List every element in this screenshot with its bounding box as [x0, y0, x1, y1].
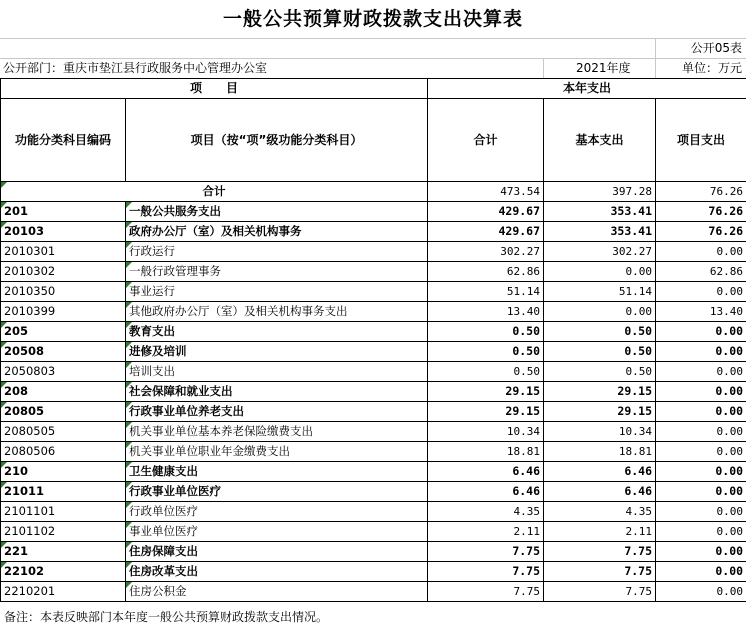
cell-marker: [1, 342, 7, 348]
name-cell-text: 住房保障支出: [129, 544, 198, 558]
basic-cell: [544, 322, 656, 342]
name-cell: [126, 202, 428, 222]
cell-marker: [126, 282, 132, 288]
total-cell-text: 10.34: [506, 425, 541, 438]
name-cell: [126, 282, 428, 302]
project-cell: [656, 202, 746, 222]
project-cell: [656, 482, 746, 502]
total-cell: [428, 562, 544, 582]
basic-cell-text: 353.41: [610, 224, 653, 238]
code-cell: [1, 362, 126, 382]
code-cell-text: 2080505: [4, 424, 56, 438]
project-cell-text: 0.00: [715, 484, 744, 498]
total-amount: 473.54: [428, 182, 544, 202]
cell-marker: [126, 402, 132, 408]
code-cell: [1, 382, 126, 402]
basic-cell: [544, 342, 656, 362]
basic-cell: [544, 422, 656, 442]
total-cell-text: 13.40: [506, 305, 541, 318]
cell-marker: [126, 502, 132, 508]
total-cell-text: 4.35: [513, 505, 541, 518]
basic-cell-text: 7.75: [625, 585, 653, 598]
basic-cell-text: 4.35: [625, 505, 653, 518]
cell-marker: [1, 482, 7, 488]
total-cell: [428, 542, 544, 562]
basic-cell-text: 29.15: [617, 404, 653, 418]
table-row: [1, 362, 746, 382]
name-cell: [126, 322, 428, 342]
total-label: [1, 182, 428, 202]
total-cell-text: 29.15: [505, 384, 541, 398]
header-total: 合计: [428, 99, 544, 182]
table-row: [1, 462, 746, 482]
project-cell: [656, 382, 746, 402]
code-cell: [1, 562, 126, 582]
name-cell-text: 一般公共服务支出: [129, 204, 221, 218]
table-row: [1, 542, 746, 562]
total-cell: [428, 502, 544, 522]
cell-marker: [1, 222, 7, 228]
total-cell-text: 429.67: [498, 204, 541, 218]
name-cell: [126, 462, 428, 482]
project-cell: [656, 282, 746, 302]
total-cell-text: 62.86: [506, 265, 541, 278]
cell-marker: [126, 522, 132, 528]
cell-marker: [126, 562, 132, 568]
basic-cell-text: 7.75: [624, 544, 653, 558]
sheet-gridline: [543, 58, 544, 78]
total-cell-text: 429.67: [498, 224, 541, 238]
header-project: 项目支出: [656, 99, 746, 182]
name-cell-text: 事业单位医疗: [129, 524, 198, 538]
basic-cell-text: 29.15: [617, 384, 653, 398]
total-cell: [428, 442, 544, 462]
code-cell-text: 2080506: [4, 444, 56, 458]
cell-marker: [126, 542, 132, 548]
name-cell-text: 行政单位医疗: [129, 504, 198, 518]
name-cell-text: 进修及培训: [129, 344, 187, 358]
page-title: 一般公共预算财政拨款支出决算表: [222, 8, 523, 30]
basic-cell-text: 302.27: [612, 245, 653, 258]
basic-cell-text: 0.00: [625, 265, 653, 278]
code-cell-text: 20103: [4, 224, 45, 238]
code-cell-text: 22102: [4, 564, 45, 578]
table-row: [1, 222, 746, 242]
project-cell-text: 0.00: [715, 544, 744, 558]
name-cell: [126, 522, 428, 542]
project-cell-text: 0.00: [716, 285, 744, 298]
basic-cell-text: 0.50: [624, 344, 653, 358]
total-project: 76.26: [656, 182, 746, 202]
table-row: [1, 202, 746, 222]
name-cell: [126, 302, 428, 322]
total-cell: [428, 202, 544, 222]
table-row: [1, 262, 746, 282]
total-cell-text: 7.75: [512, 564, 541, 578]
cell-marker: [1, 542, 7, 548]
code-cell: [1, 422, 126, 442]
total-cell-text: 6.46: [512, 484, 541, 498]
total-cell: [428, 582, 544, 602]
total-cell: [428, 422, 544, 442]
department-label: 公开部门：重庆市垫江县行政服务中心管理办公室: [3, 61, 268, 75]
total-cell: [428, 302, 544, 322]
basic-cell-text: 7.75: [624, 564, 653, 578]
total-cell-text: 0.50: [512, 344, 541, 358]
code-cell-text: 221: [4, 544, 29, 558]
name-cell-text: 社会保障和就业支出: [129, 384, 233, 398]
code-cell: [1, 342, 126, 362]
basic-cell: [544, 282, 656, 302]
cell-marker: [126, 342, 132, 348]
name-cell: [126, 242, 428, 262]
project-cell-text: 0.00: [715, 564, 744, 578]
table-row: [1, 502, 746, 522]
basic-cell: [544, 202, 656, 222]
name-cell-text: 行政事业单位医疗: [129, 484, 221, 498]
project-cell-text: 0.00: [715, 404, 744, 418]
name-cell-text: 其他政府办公厅（室）及相关机构事务支出: [129, 304, 348, 318]
cell-marker: [1, 382, 7, 388]
basic-cell: [544, 482, 656, 502]
table-row: [1, 382, 746, 402]
project-cell: [656, 362, 746, 382]
project-cell: [656, 402, 746, 422]
total-cell: [428, 342, 544, 362]
name-cell: [126, 262, 428, 282]
project-cell: [656, 262, 746, 282]
code-cell: [1, 442, 126, 462]
cell-marker: [1, 182, 7, 188]
name-cell: [126, 442, 428, 462]
table-row: [1, 242, 746, 262]
project-cell: [656, 462, 746, 482]
total-cell-text: 7.75: [512, 544, 541, 558]
header-name: 项目（按“项”级功能分类科目）: [126, 99, 428, 182]
basic-cell: [544, 362, 656, 382]
table-row: [1, 282, 746, 302]
project-cell-text: 0.00: [716, 245, 744, 258]
name-cell: [126, 482, 428, 502]
total-cell: [428, 482, 544, 502]
code-cell-text: 20508: [4, 344, 45, 358]
code-cell-text: 2050803: [4, 364, 56, 378]
basic-cell-text: 0.50: [625, 365, 653, 378]
unit-label: 单位：万元: [681, 61, 742, 75]
code-cell: [1, 522, 126, 542]
basic-cell: [544, 302, 656, 322]
header-code: 功能分类科目编码: [1, 99, 126, 182]
code-cell: [1, 482, 126, 502]
project-cell: [656, 322, 746, 342]
code-cell: [1, 402, 126, 422]
total-cell: [428, 262, 544, 282]
name-cell: [126, 382, 428, 402]
expenditure-table: [0, 78, 746, 602]
code-cell-text: 205: [4, 324, 29, 338]
basic-cell-text: 0.00: [625, 305, 653, 318]
basic-cell: [544, 222, 656, 242]
code-cell: [1, 242, 126, 262]
project-cell-text: 0.00: [716, 585, 744, 598]
table-row: [1, 302, 746, 322]
table-row: [1, 402, 746, 422]
total-label-text: 合计: [202, 184, 226, 198]
name-cell: [126, 342, 428, 362]
name-cell-text: 培训支出: [129, 364, 175, 378]
basic-cell-text: 51.14: [618, 285, 653, 298]
cell-marker: [126, 482, 132, 488]
name-cell-text: 教育支出: [129, 324, 175, 338]
code-cell: [1, 262, 126, 282]
header-row-columns: [1, 99, 746, 182]
basic-cell: [544, 262, 656, 282]
table-row: [1, 482, 746, 502]
total-cell-text: 0.50: [513, 365, 541, 378]
table-row: [1, 442, 746, 462]
basic-cell-text: 2.11: [625, 525, 653, 538]
table-row: [1, 342, 746, 362]
basic-cell-text: 353.41: [610, 204, 653, 218]
code-cell-text: 2010301: [4, 244, 56, 258]
table-row: [1, 522, 746, 542]
total-cell: [428, 522, 544, 542]
cell-marker: [126, 462, 132, 468]
total-cell-text: 51.14: [506, 285, 541, 298]
code-cell: [1, 542, 126, 562]
total-row: [1, 182, 746, 202]
project-cell-text: 0.00: [715, 464, 744, 478]
name-cell: [126, 582, 428, 602]
footnote: 备注：本表反映部门本年度一般公共预算财政拨款支出情况。: [4, 610, 329, 624]
cell-marker: [1, 402, 7, 408]
cell-marker: [126, 382, 132, 388]
project-cell-text: 13.40: [709, 305, 744, 318]
cell-marker: [126, 582, 132, 588]
cell-marker: [126, 262, 132, 268]
basic-cell-text: 10.34: [618, 425, 653, 438]
code-cell: [1, 202, 126, 222]
header-item-group: 项 目: [1, 79, 428, 99]
name-cell: [126, 402, 428, 422]
code-cell: [1, 222, 126, 242]
total-cell: [428, 402, 544, 422]
total-cell: [428, 382, 544, 402]
project-cell-text: 0.00: [716, 425, 744, 438]
table-row: [1, 422, 746, 442]
cell-marker: [126, 202, 132, 208]
basic-cell: [544, 542, 656, 562]
project-cell-text: 62.86: [709, 265, 744, 278]
total-cell-text: 302.27: [500, 245, 541, 258]
basic-cell-text: 0.50: [624, 324, 653, 338]
basic-cell-text: 18.81: [618, 445, 653, 458]
project-cell-text: 0.00: [716, 445, 744, 458]
cell-marker: [1, 322, 7, 328]
basic-cell: [544, 382, 656, 402]
total-cell: [428, 282, 544, 302]
total-cell-text: 2.11: [513, 525, 541, 538]
project-cell: [656, 302, 746, 322]
name-cell-text: 事业运行: [129, 284, 175, 298]
name-cell: [126, 502, 428, 522]
project-cell: [656, 222, 746, 242]
total-basic: 397.28: [544, 182, 656, 202]
total-cell: [428, 222, 544, 242]
project-cell: [656, 562, 746, 582]
basic-cell: [544, 242, 656, 262]
project-cell: [656, 502, 746, 522]
sheet-gridline: [655, 58, 656, 78]
total-cell-text: 29.15: [505, 404, 541, 418]
basic-cell: [544, 562, 656, 582]
header-expense-group: 本年支出: [428, 79, 746, 99]
cell-marker: [1, 202, 7, 208]
code-cell-text: 2101101: [4, 504, 56, 518]
sheet-gridline: [0, 38, 746, 39]
project-cell: [656, 522, 746, 542]
project-cell-text: 76.26: [708, 204, 744, 218]
project-cell: [656, 582, 746, 602]
cell-marker: [1, 462, 7, 468]
header-row-group: [1, 79, 746, 99]
table-row: [1, 582, 746, 602]
name-cell: [126, 362, 428, 382]
project-cell-text: 0.00: [716, 525, 744, 538]
table-row: [1, 322, 746, 342]
project-cell-text: 0.00: [715, 384, 744, 398]
code-cell: [1, 462, 126, 482]
name-cell: [126, 422, 428, 442]
name-cell-text: 卫生健康支出: [129, 464, 198, 478]
name-cell-text: 行政事业单位养老支出: [129, 404, 244, 418]
code-cell: [1, 282, 126, 302]
name-cell-text: 一般行政管理事务: [129, 264, 221, 278]
name-cell-text: 住房改革支出: [129, 564, 198, 578]
project-cell-text: 0.00: [715, 344, 744, 358]
total-cell-text: 6.46: [512, 464, 541, 478]
total-cell: [428, 462, 544, 482]
cell-marker: [126, 322, 132, 328]
code-cell-text: 2010399: [4, 304, 56, 318]
table-row: [1, 562, 746, 582]
project-cell-text: 0.00: [716, 505, 744, 518]
cell-marker: [126, 242, 132, 248]
basic-cell: [544, 442, 656, 462]
cell-marker: [126, 442, 132, 448]
code-cell: [1, 302, 126, 322]
basic-cell: [544, 402, 656, 422]
basic-cell: [544, 462, 656, 482]
project-cell-text: 0.00: [716, 365, 744, 378]
total-cell: [428, 362, 544, 382]
total-cell: [428, 322, 544, 342]
name-cell-text: 机关事业单位基本养老保险缴费支出: [129, 424, 313, 438]
project-cell: [656, 242, 746, 262]
project-cell-text: 0.00: [715, 324, 744, 338]
cell-marker: [126, 422, 132, 428]
code-cell-text: 20805: [4, 404, 45, 418]
code-cell: [1, 322, 126, 342]
project-cell-text: 76.26: [708, 224, 744, 238]
code-cell-text: 210: [4, 464, 29, 478]
name-cell-text: 政府办公厅（室）及相关机构事务: [129, 224, 302, 238]
basic-cell: [544, 522, 656, 542]
name-cell: [126, 222, 428, 242]
project-cell: [656, 342, 746, 362]
total-cell-text: 0.50: [512, 324, 541, 338]
cell-marker: [126, 302, 132, 308]
code-cell-text: 2210201: [4, 584, 56, 598]
name-cell: [126, 542, 428, 562]
fiscal-year: 2021年度: [576, 61, 631, 75]
cell-marker: [126, 222, 132, 228]
total-cell-text: 7.75: [513, 585, 541, 598]
basic-cell: [544, 502, 656, 522]
basic-cell-text: 6.46: [624, 464, 653, 478]
table-number: 公开05表: [690, 41, 742, 55]
name-cell: [126, 562, 428, 582]
project-cell: [656, 442, 746, 462]
basic-cell: [544, 582, 656, 602]
code-cell: [1, 502, 126, 522]
header-basic: 基本支出: [544, 99, 656, 182]
code-cell-text: 208: [4, 384, 29, 398]
code-cell-text: 21011: [4, 484, 45, 498]
cell-marker: [126, 362, 132, 368]
code-cell-text: 2101102: [4, 524, 56, 538]
code-cell: [1, 582, 126, 602]
total-cell-text: 18.81: [506, 445, 541, 458]
name-cell-text: 住房公积金: [129, 584, 187, 598]
code-cell-text: 2010302: [4, 264, 56, 278]
code-cell-text: 201: [4, 204, 29, 218]
total-cell: [428, 242, 544, 262]
name-cell-text: 行政运行: [129, 244, 175, 258]
project-cell: [656, 422, 746, 442]
basic-cell-text: 6.46: [624, 484, 653, 498]
cell-marker: [1, 562, 7, 568]
project-cell: [656, 542, 746, 562]
sheet-gridline: [655, 38, 656, 58]
name-cell-text: 机关事业单位职业年金缴费支出: [129, 444, 290, 458]
code-cell-text: 2010350: [4, 284, 56, 298]
